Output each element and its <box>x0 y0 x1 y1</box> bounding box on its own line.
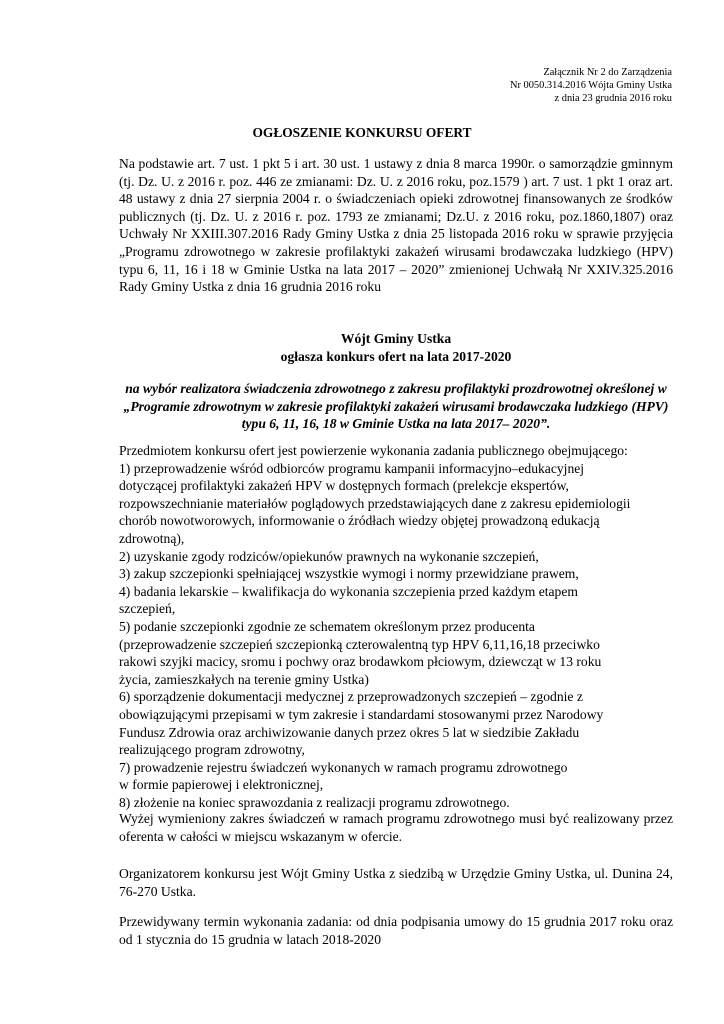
legal-basis-paragraph: Na podstawie art. 7 ust. 1 pkt 5 i art. 30 ust. 1 ustawy z dnia 8 marca 1990r. o samorządzie gminnym (tj. Dz. U. z 2016 r. poz. 446 ze zmianami: Dz. U. z 2016 roku, poz.1579 ) art. 7 ust. 1 pkt 1 oraz art. 48 ustawy z dnia 27 sierpnia 2004 r. o świadczeniach opieki zdrowotnej finansowanych ze środków publicznych (tj. Dz. U. z 2016 r. poz. 1793 ze zmianami; Dz.U. z 2016 roku, poz.1860,1807) oraz Uchwały Nr XXIII.307.2016 Rady Gminy Ustka z dnia 25 listopada 2016 roku w sprawie przyjęcia „Programu zdrowotnego w zakresie profilaktyki zakażeń wirusami brodawczaka ludzkiego (HPV) typu 6, 11, 16 i 18 w Gminie Ustka na lata 2017 – 2020” zmienionej Uchwałą Nr XXIV.325.2016 Rady Gminy Ustka z dnia 16 grudnia 2016 roku <box>119 156 673 295</box>
list-line: szczepień, <box>119 601 176 617</box>
list-line: obowiązującymi przepisami w tym zakresie i standardami stosowanymi przez Narodowy <box>119 706 604 722</box>
list-line: realizującego program zdrowotny, <box>119 742 305 758</box>
annex-line-2: Nr 0050.314.2016 Wójta Gminy Ustka <box>509 80 672 92</box>
list-line: w formie papierowej i elektronicznej, <box>119 777 324 793</box>
list-line: zdrowotną), <box>119 530 185 546</box>
list-line: chorób nowotworowych, informowanie o źródłach wiedzy objętej prowadzoną edukacją <box>119 513 600 529</box>
deadline-paragraph: Przewidywany termin wykonania zadania: od dnia podpisania umowy do 15 grudnia 2017 roku oraz od 1 stycznia do 15 grudnia w latach 2018-2020 <box>119 914 673 947</box>
issuer-announcement: ogłasza konkurs ofert na lata 2017-2020 <box>280 348 512 364</box>
list-line: Fundusz Zdrowia oraz archiwizowanie danych przez okres 5 lat w siedzibie Zakładu <box>119 724 580 740</box>
annex-header <box>510 66 672 106</box>
list-line: 7) prowadzenie rejestru świadczeń wykonanych w ramach programu zdrowotnego <box>119 759 568 775</box>
list-line: Przedmiotem konkursu ofert jest powierzenie wykonania zadania publicznego obejmującego: <box>119 443 628 458</box>
contest-subject: na wybór realizatora świadczenia zdrowotnego z zakresu profilaktyki prozdrowotnej określonej w „Programie zdrowotnym w zakresie profilaktyki zakażeń wirusami brodawczaka ludzkiego (HPV) typu 6, 11, 16, 18 w Gminie Ustka na lata 2017– 2020”. <box>123 381 669 432</box>
scope-requirement-paragraph: Wyżej wymieniony zakres świadczeń w ramach programu zdrowotnego musi być realizowany przez oferenta w całości w miejscu wskazanym w ofercie. <box>119 811 673 844</box>
list-line: 1) przeprowadzenie wśród odbiorców programu kampanii informacyjno–edukacyjnej <box>119 460 585 476</box>
document-title: OGŁOSZENIE KONKURSU OFERT <box>252 125 472 140</box>
list-line: 3) zakup szczepionki spełniającej wszystkie wymogi i normy przewidziane prawem, <box>119 566 579 582</box>
list-line: 2) uzyskanie zgody rodziców/opiekunów prawnych na wykonanie szczepień, <box>119 548 539 564</box>
list-line: (przeprowadzenie szczepień szczepionką czterowalentną typ HPV 6,11,16,18 przeciwko <box>119 636 600 652</box>
list-line: 8) złożenie na koniec sprawozdania z realizacji programu zdrowotnego. <box>119 794 510 810</box>
list-line: 4) badania lekarskie – kwalifikacja do wykonania szczepienia przed każdym etapem <box>119 583 578 599</box>
list-line: życia, zamieszkałych na terenie gminy Ustka) <box>119 671 369 687</box>
annex-line-3: z dnia 23 grudnia 2016 roku <box>554 93 672 105</box>
issuer-name: Wójt Gminy Ustka <box>340 331 452 346</box>
list-line: dotyczącej profilaktyki zakażeń HPV w dostępnych formach (prelekcje ekspertów, <box>119 478 569 494</box>
list-line: 6) sporządzenie dokumentacji medycznej z przeprowadzonych szczepień – zgodnie z <box>119 689 583 705</box>
task-scope-list <box>119 442 673 811</box>
list-line: rozpowszechnianie materiałów poglądowych przedstawiających dane z zakresu epidemiologii <box>119 495 631 511</box>
organizer-paragraph: Organizatorem konkursu jest Wójt Gminy Ustka z siedzibą w Urzędzie Gminy Ustka, ul. Dunina 24, 76-270 Ustka. <box>119 866 673 899</box>
annex-line-1: Załącznik Nr 2 do Zarządzenia <box>543 67 672 78</box>
issuer-block <box>119 330 673 365</box>
list-line: 5) podanie szczepionki zgodnie ze schematem określonym przez producenta <box>119 618 535 634</box>
list-line: rakowi szyjki macicy, sromu i pochwy oraz brodawkom płciowym, dziewcząt w 13 roku <box>119 654 602 670</box>
